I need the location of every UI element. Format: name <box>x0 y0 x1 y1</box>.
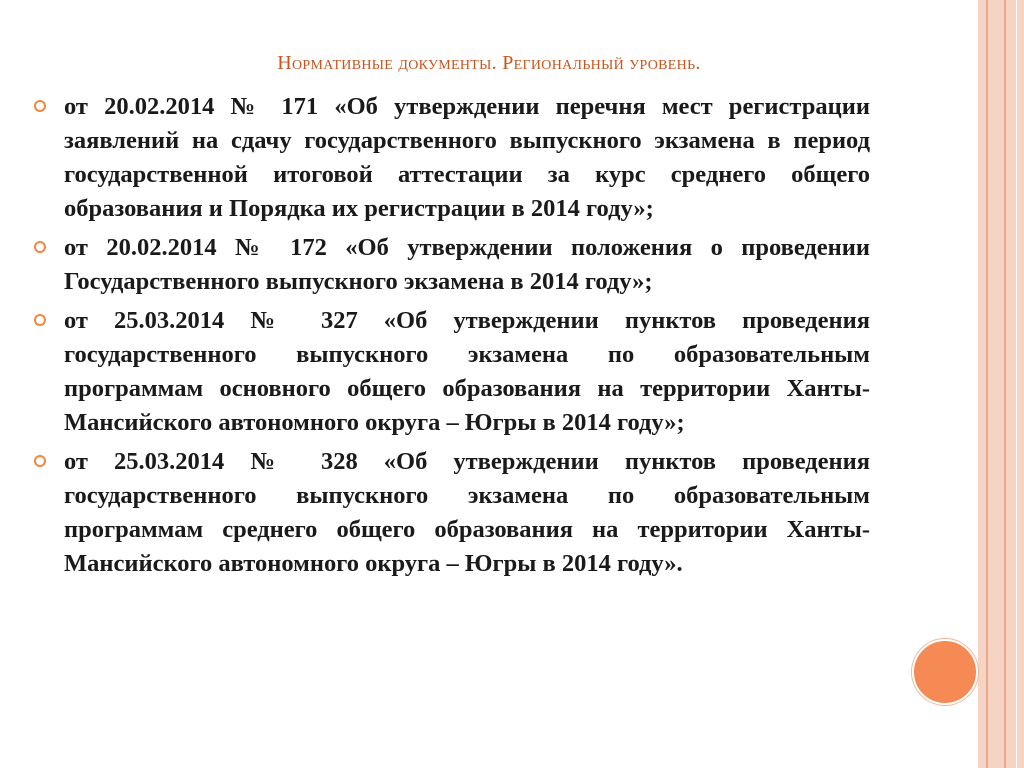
list-item <box>34 445 870 581</box>
list-item-text: от 25.03.2014 № 328 «Об утверждении пунктов проведения государственного выпускного экзамена по образовательным программам среднего общего образования на территории Ханты- Мансийского автономного округа – Югры в 2014 году». <box>64 448 870 577</box>
bullet-circle-icon <box>34 241 46 253</box>
side-decoration-line <box>1004 0 1006 768</box>
bullet-circle-icon <box>34 314 46 326</box>
document-list <box>34 90 870 586</box>
list-item-text: от 20.02.2014 № 172 «Об утверждении положения о проведении Государственного выпускного экзамена в 2014 году»; <box>64 234 870 295</box>
list-item <box>34 304 870 440</box>
side-decoration-band <box>978 0 1024 768</box>
side-decoration-line <box>986 0 988 768</box>
decorative-circle <box>912 639 978 705</box>
list-item-text: от 25.03.2014 № 327 «Об утверждении пунктов проведения государственного выпускного экзамена по образовательным программам основного общего образования на территории Ханты- Мансийского автономного округа – Югры в 2014 году»; <box>64 307 870 436</box>
list-item <box>34 90 870 226</box>
list-item <box>34 231 870 299</box>
slide-title: Нормативные документы. Региональный уровень. <box>277 52 701 74</box>
side-decoration-line <box>1016 0 1017 768</box>
bullet-circle-icon <box>34 455 46 467</box>
list-item-text: от 20.02.2014 № 171 «Об утверждении перечня мест регистрации заявлений на сдачу государственного выпускного экзамена в период государственной итоговой аттестации за курс среднего общего образования и Порядка их регистрации в 2014 году»; <box>64 93 870 222</box>
bullet-circle-icon <box>34 100 46 112</box>
